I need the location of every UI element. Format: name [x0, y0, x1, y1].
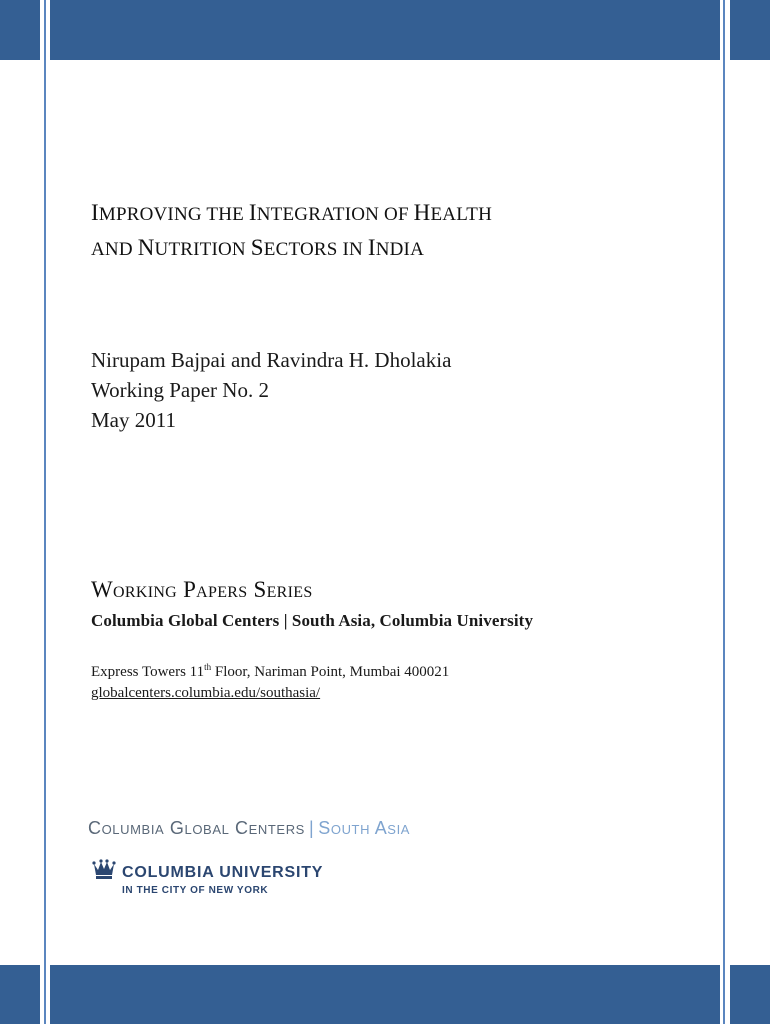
cgc-logo-main: Columbia Global Centers — [88, 818, 305, 838]
columbia-university-tagline: IN THE CITY OF NEW YORK — [122, 885, 269, 896]
title-line-2: AND NUTRITION SECTORS IN INDIA — [91, 235, 425, 260]
publication-date: May 2011 — [91, 408, 176, 432]
bottom-banner — [50, 965, 720, 1024]
paper-title — [91, 196, 731, 266]
crown-icon — [92, 858, 116, 880]
cgc-logo-region: South Asia — [318, 818, 411, 838]
bottom-left-band — [0, 965, 40, 1024]
author-block — [91, 345, 451, 435]
right-rule — [723, 0, 725, 1024]
website-link[interactable]: globalcenters.columbia.edu/southasia/ — [91, 685, 321, 701]
street-address: Express Towers 11th Floor, Nariman Point, Mumbai 400021 — [91, 662, 450, 680]
top-right-band — [730, 0, 770, 60]
title-line-1: IMPROVING THE INTEGRATION OF HEALTH — [91, 200, 493, 225]
left-rule — [44, 0, 46, 1024]
authors: Nirupam Bajpai and Ravindra H. Dholakia — [91, 348, 452, 372]
columbia-university-wordmark: COLUMBIA UNIVERSITY — [122, 864, 324, 881]
top-left-band — [0, 0, 40, 60]
top-banner — [50, 0, 720, 60]
address-block — [91, 657, 449, 704]
columbia-global-centers-logo — [88, 818, 410, 839]
paper-number: Working Paper No. 2 — [91, 378, 269, 402]
cgc-logo-separator: | — [308, 818, 315, 838]
series-title: Working Papers Series — [91, 577, 313, 602]
bottom-right-band — [730, 965, 770, 1024]
series-subtitle: Columbia Global Centers | South Asia, Columbia University — [91, 611, 534, 630]
